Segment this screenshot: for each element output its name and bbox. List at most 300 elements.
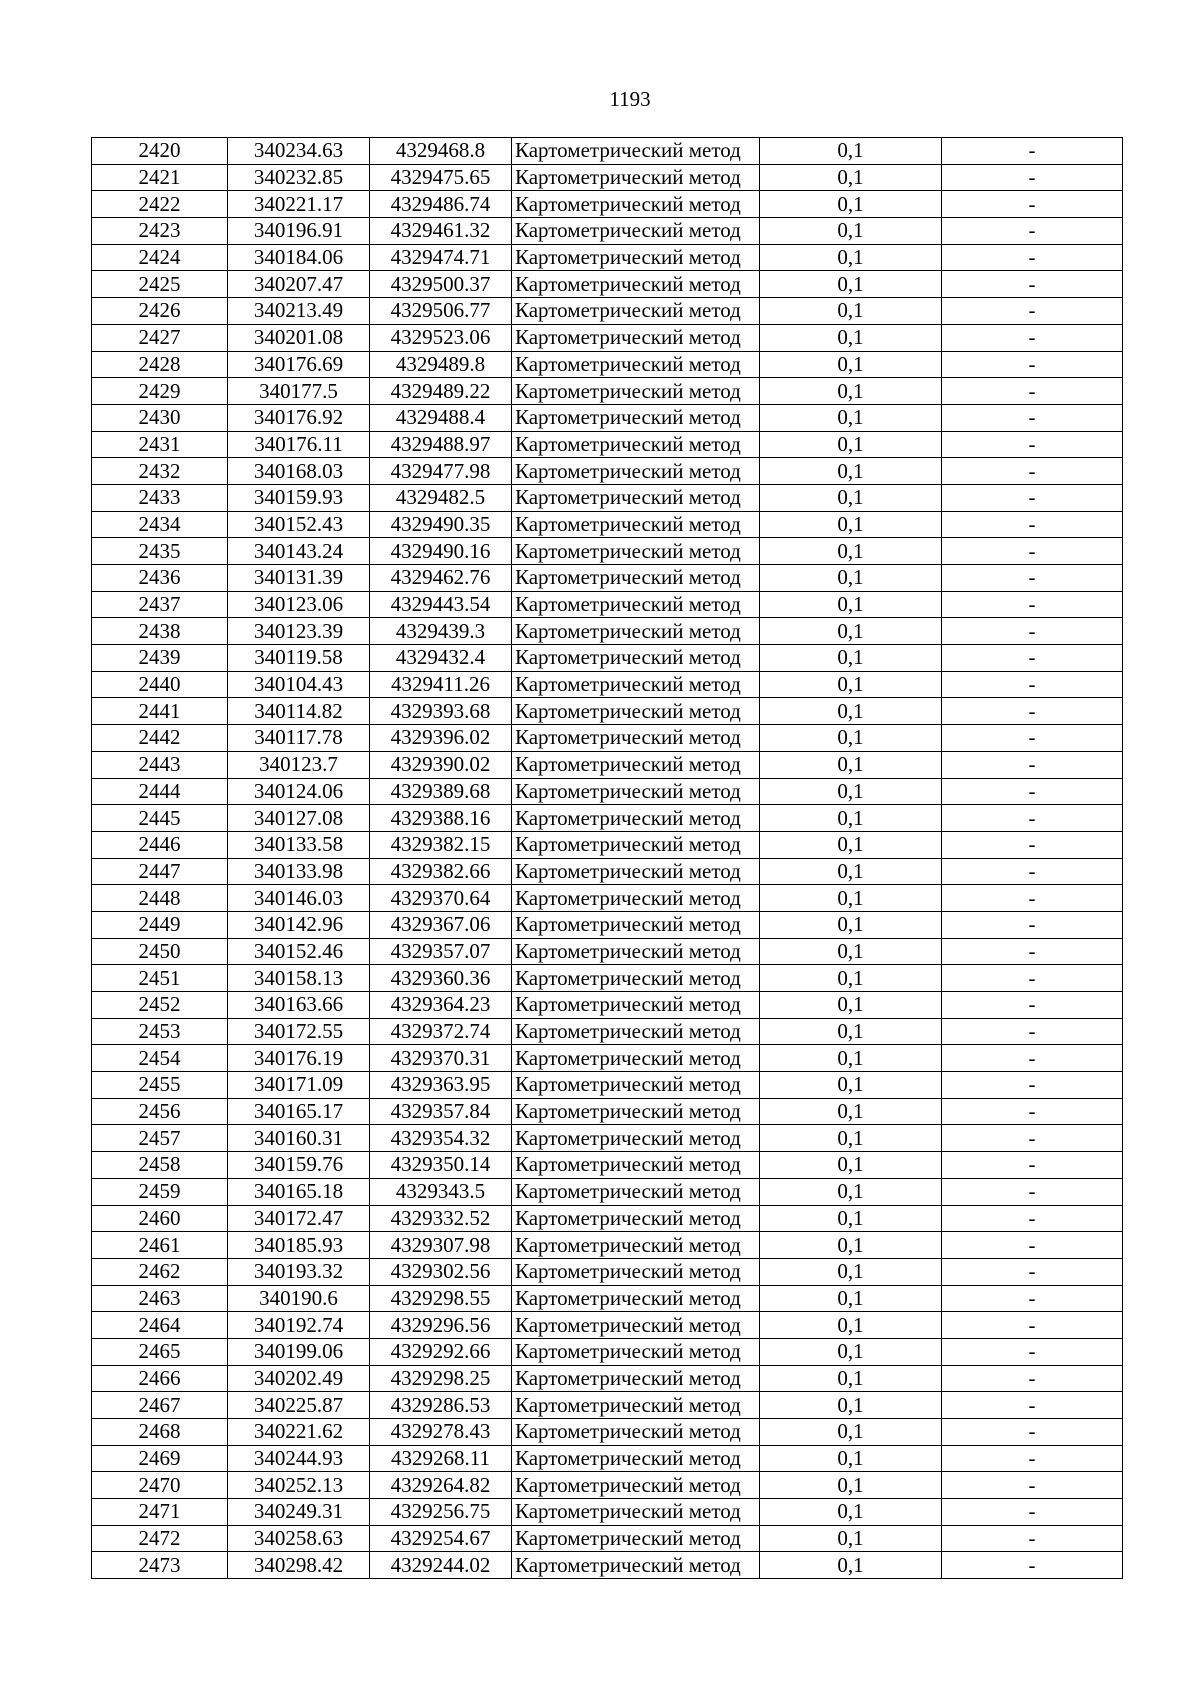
x-coordinate-cell: 340176.19	[228, 1045, 370, 1072]
method-cell: Картометрический метод	[512, 751, 760, 778]
x-coordinate-cell: 340158.13	[228, 965, 370, 992]
point-number-cell: 2447	[92, 858, 228, 885]
accuracy-cell: 0,1	[760, 591, 942, 618]
x-coordinate-cell: 340172.47	[228, 1205, 370, 1232]
y-coordinate-cell: 4329523.06	[370, 324, 512, 351]
table-row	[92, 538, 1123, 565]
table-row	[92, 1312, 1123, 1339]
point-number-cell: 2445	[92, 805, 228, 832]
point-number-cell: 2453	[92, 1018, 228, 1045]
description-cell: -	[942, 911, 1123, 938]
y-coordinate-cell: 4329354.32	[370, 1125, 512, 1152]
description-cell: -	[942, 511, 1123, 538]
point-number-cell: 2435	[92, 538, 228, 565]
accuracy-cell: 0,1	[760, 1419, 942, 1446]
x-coordinate-cell: 340172.55	[228, 1018, 370, 1045]
x-coordinate-cell: 340207.47	[228, 271, 370, 298]
table-row	[92, 671, 1123, 698]
y-coordinate-cell: 4329490.35	[370, 511, 512, 538]
point-number-cell: 2466	[92, 1365, 228, 1392]
point-number-cell: 2450	[92, 938, 228, 965]
accuracy-cell: 0,1	[760, 992, 942, 1019]
description-cell: -	[942, 1152, 1123, 1179]
method-cell: Картометрический метод	[512, 1045, 760, 1072]
point-number-cell: 2467	[92, 1392, 228, 1419]
description-cell: -	[942, 1499, 1123, 1526]
point-number-cell: 2422	[92, 191, 228, 218]
point-number-cell: 2428	[92, 351, 228, 378]
description-cell: -	[942, 1045, 1123, 1072]
x-coordinate-cell: 340202.49	[228, 1365, 370, 1392]
x-coordinate-cell: 340131.39	[228, 565, 370, 592]
point-number-cell: 2465	[92, 1338, 228, 1365]
method-cell: Картометрический метод	[512, 992, 760, 1019]
table-row	[92, 1552, 1123, 1579]
table-row	[92, 751, 1123, 778]
y-coordinate-cell: 4329393.68	[370, 698, 512, 725]
y-coordinate-cell: 4329360.36	[370, 965, 512, 992]
table-row	[92, 618, 1123, 645]
x-coordinate-cell: 340234.63	[228, 138, 370, 165]
y-coordinate-cell: 4329390.02	[370, 751, 512, 778]
y-coordinate-cell: 4329462.76	[370, 565, 512, 592]
y-coordinate-cell: 4329264.82	[370, 1472, 512, 1499]
table-row	[92, 298, 1123, 325]
table-row	[92, 965, 1123, 992]
point-number-cell: 2438	[92, 618, 228, 645]
point-number-cell: 2469	[92, 1445, 228, 1472]
x-coordinate-cell: 340196.91	[228, 218, 370, 245]
point-number-cell: 2443	[92, 751, 228, 778]
accuracy-cell: 0,1	[760, 1018, 942, 1045]
y-coordinate-cell: 4329439.3	[370, 618, 512, 645]
method-cell: Картометрический метод	[512, 298, 760, 325]
accuracy-cell: 0,1	[760, 1098, 942, 1125]
description-cell: -	[942, 591, 1123, 618]
x-coordinate-cell: 340176.11	[228, 431, 370, 458]
x-coordinate-cell: 340244.93	[228, 1445, 370, 1472]
accuracy-cell: 0,1	[760, 778, 942, 805]
point-number-cell: 2473	[92, 1552, 228, 1579]
point-number-cell: 2457	[92, 1125, 228, 1152]
description-cell: -	[942, 164, 1123, 191]
point-number-cell: 2449	[92, 911, 228, 938]
description-cell: -	[942, 1445, 1123, 1472]
description-cell: -	[942, 1178, 1123, 1205]
point-number-cell: 2455	[92, 1072, 228, 1099]
description-cell: -	[942, 324, 1123, 351]
description-cell: -	[942, 244, 1123, 271]
y-coordinate-cell: 4329363.95	[370, 1072, 512, 1099]
table-row	[92, 1178, 1123, 1205]
method-cell: Картометрический метод	[512, 698, 760, 725]
method-cell: Картометрический метод	[512, 1445, 760, 1472]
x-coordinate-cell: 340127.08	[228, 805, 370, 832]
description-cell: -	[942, 351, 1123, 378]
accuracy-cell: 0,1	[760, 1285, 942, 1312]
point-number-cell: 2463	[92, 1285, 228, 1312]
point-number-cell: 2421	[92, 164, 228, 191]
description-cell: -	[942, 1392, 1123, 1419]
method-cell: Картометрический метод	[512, 885, 760, 912]
accuracy-cell: 0,1	[760, 1338, 942, 1365]
method-cell: Картометрический метод	[512, 1098, 760, 1125]
x-coordinate-cell: 340258.63	[228, 1525, 370, 1552]
y-coordinate-cell: 4329488.97	[370, 431, 512, 458]
table-row	[92, 1098, 1123, 1125]
accuracy-cell: 0,1	[760, 1258, 942, 1285]
accuracy-cell: 0,1	[760, 298, 942, 325]
x-coordinate-cell: 340165.18	[228, 1178, 370, 1205]
point-number-cell: 2429	[92, 378, 228, 405]
y-coordinate-cell: 4329506.77	[370, 298, 512, 325]
y-coordinate-cell: 4329475.65	[370, 164, 512, 191]
x-coordinate-cell: 340176.92	[228, 404, 370, 431]
accuracy-cell: 0,1	[760, 1365, 942, 1392]
accuracy-cell: 0,1	[760, 1552, 942, 1579]
method-cell: Картометрический метод	[512, 778, 760, 805]
y-coordinate-cell: 4329278.43	[370, 1419, 512, 1446]
description-cell: -	[942, 298, 1123, 325]
table-row	[92, 1205, 1123, 1232]
method-cell: Картометрический метод	[512, 1419, 760, 1446]
x-coordinate-cell: 340123.06	[228, 591, 370, 618]
point-number-cell: 2436	[92, 565, 228, 592]
point-number-cell: 2468	[92, 1419, 228, 1446]
table-row	[92, 1152, 1123, 1179]
table-row	[92, 271, 1123, 298]
description-cell: -	[942, 484, 1123, 511]
y-coordinate-cell: 4329411.26	[370, 671, 512, 698]
accuracy-cell: 0,1	[760, 378, 942, 405]
y-coordinate-cell: 4329256.75	[370, 1499, 512, 1526]
description-cell: -	[942, 538, 1123, 565]
accuracy-cell: 0,1	[760, 618, 942, 645]
x-coordinate-cell: 340133.98	[228, 858, 370, 885]
accuracy-cell: 0,1	[760, 885, 942, 912]
y-coordinate-cell: 4329292.66	[370, 1338, 512, 1365]
description-cell: -	[942, 1232, 1123, 1259]
y-coordinate-cell: 4329343.5	[370, 1178, 512, 1205]
description-cell: -	[942, 1472, 1123, 1499]
x-coordinate-cell: 340168.03	[228, 458, 370, 485]
y-coordinate-cell: 4329474.71	[370, 244, 512, 271]
accuracy-cell: 0,1	[760, 1045, 942, 1072]
x-coordinate-cell: 340159.76	[228, 1152, 370, 1179]
method-cell: Картометрический метод	[512, 404, 760, 431]
description-cell: -	[942, 458, 1123, 485]
point-number-cell: 2451	[92, 965, 228, 992]
method-cell: Картометрический метод	[512, 191, 760, 218]
table-row	[92, 1285, 1123, 1312]
y-coordinate-cell: 4329372.74	[370, 1018, 512, 1045]
y-coordinate-cell: 4329350.14	[370, 1152, 512, 1179]
method-cell: Картометрический метод	[512, 351, 760, 378]
method-cell: Картометрический метод	[512, 831, 760, 858]
x-coordinate-cell: 340199.06	[228, 1338, 370, 1365]
accuracy-cell: 0,1	[760, 858, 942, 885]
accuracy-cell: 0,1	[760, 1125, 942, 1152]
method-cell: Картометрический метод	[512, 858, 760, 885]
description-cell: -	[942, 751, 1123, 778]
table-row	[92, 591, 1123, 618]
description-cell: -	[942, 138, 1123, 165]
table-row	[92, 1072, 1123, 1099]
description-cell: -	[942, 885, 1123, 912]
table-row	[92, 1338, 1123, 1365]
table-row	[92, 858, 1123, 885]
x-coordinate-cell: 340252.13	[228, 1472, 370, 1499]
y-coordinate-cell: 4329461.32	[370, 218, 512, 245]
y-coordinate-cell: 4329268.11	[370, 1445, 512, 1472]
x-coordinate-cell: 340123.39	[228, 618, 370, 645]
accuracy-cell: 0,1	[760, 1472, 942, 1499]
y-coordinate-cell: 4329367.06	[370, 911, 512, 938]
point-number-cell: 2442	[92, 725, 228, 752]
table-row	[92, 698, 1123, 725]
table-row	[92, 404, 1123, 431]
table-row	[92, 778, 1123, 805]
accuracy-cell: 0,1	[760, 831, 942, 858]
table-row	[92, 1232, 1123, 1259]
method-cell: Картометрический метод	[512, 1365, 760, 1392]
method-cell: Картометрический метод	[512, 138, 760, 165]
table-row	[92, 1258, 1123, 1285]
point-number-cell: 2462	[92, 1258, 228, 1285]
y-coordinate-cell: 4329500.37	[370, 271, 512, 298]
method-cell: Картометрический метод	[512, 1072, 760, 1099]
description-cell: -	[942, 805, 1123, 832]
description-cell: -	[942, 778, 1123, 805]
point-number-cell: 2420	[92, 138, 228, 165]
accuracy-cell: 0,1	[760, 1205, 942, 1232]
point-number-cell: 2458	[92, 1152, 228, 1179]
coordinates-table-body	[92, 138, 1123, 1579]
method-cell: Картометрический метод	[512, 378, 760, 405]
y-coordinate-cell: 4329389.68	[370, 778, 512, 805]
table-row	[92, 511, 1123, 538]
description-cell: -	[942, 645, 1123, 672]
y-coordinate-cell: 4329254.67	[370, 1525, 512, 1552]
accuracy-cell: 0,1	[760, 751, 942, 778]
table-row	[92, 138, 1123, 165]
point-number-cell: 2452	[92, 992, 228, 1019]
point-number-cell: 2432	[92, 458, 228, 485]
point-number-cell: 2430	[92, 404, 228, 431]
point-number-cell: 2454	[92, 1045, 228, 1072]
accuracy-cell: 0,1	[760, 965, 942, 992]
y-coordinate-cell: 4329298.55	[370, 1285, 512, 1312]
y-coordinate-cell: 4329486.74	[370, 191, 512, 218]
point-number-cell: 2434	[92, 511, 228, 538]
description-cell: -	[942, 404, 1123, 431]
description-cell: -	[942, 831, 1123, 858]
x-coordinate-cell: 340117.78	[228, 725, 370, 752]
method-cell: Картометрический метод	[512, 271, 760, 298]
description-cell: -	[942, 191, 1123, 218]
y-coordinate-cell: 4329357.84	[370, 1098, 512, 1125]
x-coordinate-cell: 340163.66	[228, 992, 370, 1019]
table-row	[92, 351, 1123, 378]
method-cell: Картометрический метод	[512, 1392, 760, 1419]
accuracy-cell: 0,1	[760, 1152, 942, 1179]
method-cell: Картометрический метод	[512, 1285, 760, 1312]
description-cell: -	[942, 378, 1123, 405]
x-coordinate-cell: 340190.6	[228, 1285, 370, 1312]
y-coordinate-cell: 4329382.66	[370, 858, 512, 885]
x-coordinate-cell: 340159.93	[228, 484, 370, 511]
table-row	[92, 565, 1123, 592]
x-coordinate-cell: 340152.46	[228, 938, 370, 965]
description-cell: -	[942, 1098, 1123, 1125]
y-coordinate-cell: 4329468.8	[370, 138, 512, 165]
method-cell: Картометрический метод	[512, 805, 760, 832]
y-coordinate-cell: 4329298.25	[370, 1365, 512, 1392]
accuracy-cell: 0,1	[760, 725, 942, 752]
coordinates-table	[91, 137, 1123, 1579]
point-number-cell: 2459	[92, 1178, 228, 1205]
accuracy-cell: 0,1	[760, 164, 942, 191]
point-number-cell: 2437	[92, 591, 228, 618]
description-cell: -	[942, 218, 1123, 245]
y-coordinate-cell: 4329382.15	[370, 831, 512, 858]
point-number-cell: 2461	[92, 1232, 228, 1259]
point-number-cell: 2441	[92, 698, 228, 725]
table-row	[92, 1125, 1123, 1152]
x-coordinate-cell: 340124.06	[228, 778, 370, 805]
accuracy-cell: 0,1	[760, 1499, 942, 1526]
description-cell: -	[942, 565, 1123, 592]
method-cell: Картометрический метод	[512, 1018, 760, 1045]
accuracy-cell: 0,1	[760, 404, 942, 431]
accuracy-cell: 0,1	[760, 565, 942, 592]
x-coordinate-cell: 340176.69	[228, 351, 370, 378]
accuracy-cell: 0,1	[760, 324, 942, 351]
table-row	[92, 191, 1123, 218]
method-cell: Картометрический метод	[512, 1472, 760, 1499]
y-coordinate-cell: 4329489.22	[370, 378, 512, 405]
method-cell: Картометрический метод	[512, 1152, 760, 1179]
point-number-cell: 2472	[92, 1525, 228, 1552]
y-coordinate-cell: 4329302.56	[370, 1258, 512, 1285]
accuracy-cell: 0,1	[760, 138, 942, 165]
x-coordinate-cell: 340171.09	[228, 1072, 370, 1099]
x-coordinate-cell: 340184.06	[228, 244, 370, 271]
accuracy-cell: 0,1	[760, 511, 942, 538]
method-cell: Картометрический метод	[512, 911, 760, 938]
accuracy-cell: 0,1	[760, 911, 942, 938]
y-coordinate-cell: 4329488.4	[370, 404, 512, 431]
y-coordinate-cell: 4329286.53	[370, 1392, 512, 1419]
table-row	[92, 458, 1123, 485]
x-coordinate-cell: 340146.03	[228, 885, 370, 912]
x-coordinate-cell: 340165.17	[228, 1098, 370, 1125]
method-cell: Картометрический метод	[512, 484, 760, 511]
table-row	[92, 218, 1123, 245]
point-number-cell: 2439	[92, 645, 228, 672]
description-cell: -	[942, 271, 1123, 298]
point-number-cell: 2431	[92, 431, 228, 458]
accuracy-cell: 0,1	[760, 218, 942, 245]
method-cell: Картометрический метод	[512, 618, 760, 645]
accuracy-cell: 0,1	[760, 1525, 942, 1552]
method-cell: Картометрический метод	[512, 1312, 760, 1339]
x-coordinate-cell: 340114.82	[228, 698, 370, 725]
method-cell: Картометрический метод	[512, 591, 760, 618]
table-row	[92, 431, 1123, 458]
accuracy-cell: 0,1	[760, 271, 942, 298]
method-cell: Картометрический метод	[512, 1499, 760, 1526]
method-cell: Картометрический метод	[512, 965, 760, 992]
table-row	[92, 164, 1123, 191]
y-coordinate-cell: 4329388.16	[370, 805, 512, 832]
method-cell: Картометрический метод	[512, 538, 760, 565]
accuracy-cell: 0,1	[760, 698, 942, 725]
accuracy-cell: 0,1	[760, 938, 942, 965]
y-coordinate-cell: 4329364.23	[370, 992, 512, 1019]
table-row	[92, 645, 1123, 672]
x-coordinate-cell: 340133.58	[228, 831, 370, 858]
point-number-cell: 2471	[92, 1499, 228, 1526]
point-number-cell: 2444	[92, 778, 228, 805]
method-cell: Картометрический метод	[512, 324, 760, 351]
y-coordinate-cell: 4329482.5	[370, 484, 512, 511]
x-coordinate-cell: 340119.58	[228, 645, 370, 672]
description-cell: -	[942, 1525, 1123, 1552]
accuracy-cell: 0,1	[760, 1178, 942, 1205]
table-row	[92, 1445, 1123, 1472]
table-row	[92, 911, 1123, 938]
description-cell: -	[942, 431, 1123, 458]
method-cell: Картометрический метод	[512, 1258, 760, 1285]
method-cell: Картометрический метод	[512, 1178, 760, 1205]
method-cell: Картометрический метод	[512, 511, 760, 538]
x-coordinate-cell: 340185.93	[228, 1232, 370, 1259]
description-cell: -	[942, 938, 1123, 965]
description-cell: -	[942, 1125, 1123, 1152]
description-cell: -	[942, 671, 1123, 698]
x-coordinate-cell: 340123.7	[228, 751, 370, 778]
x-coordinate-cell: 340177.5	[228, 378, 370, 405]
description-cell: -	[942, 965, 1123, 992]
x-coordinate-cell: 340160.31	[228, 1125, 370, 1152]
accuracy-cell: 0,1	[760, 671, 942, 698]
description-cell: -	[942, 1419, 1123, 1446]
point-number-cell: 2446	[92, 831, 228, 858]
point-number-cell: 2448	[92, 885, 228, 912]
y-coordinate-cell: 4329490.16	[370, 538, 512, 565]
y-coordinate-cell: 4329396.02	[370, 725, 512, 752]
y-coordinate-cell: 4329489.8	[370, 351, 512, 378]
accuracy-cell: 0,1	[760, 458, 942, 485]
y-coordinate-cell: 4329370.31	[370, 1045, 512, 1072]
x-coordinate-cell: 340225.87	[228, 1392, 370, 1419]
y-coordinate-cell: 4329307.98	[370, 1232, 512, 1259]
description-cell: -	[942, 1072, 1123, 1099]
table-row	[92, 725, 1123, 752]
x-coordinate-cell: 340221.17	[228, 191, 370, 218]
method-cell: Картометрический метод	[512, 1125, 760, 1152]
point-number-cell: 2464	[92, 1312, 228, 1339]
method-cell: Картометрический метод	[512, 645, 760, 672]
point-number-cell: 2470	[92, 1472, 228, 1499]
point-number-cell: 2426	[92, 298, 228, 325]
accuracy-cell: 0,1	[760, 431, 942, 458]
y-coordinate-cell: 4329370.64	[370, 885, 512, 912]
description-cell: -	[942, 992, 1123, 1019]
x-coordinate-cell: 340298.42	[228, 1552, 370, 1579]
description-cell: -	[942, 725, 1123, 752]
